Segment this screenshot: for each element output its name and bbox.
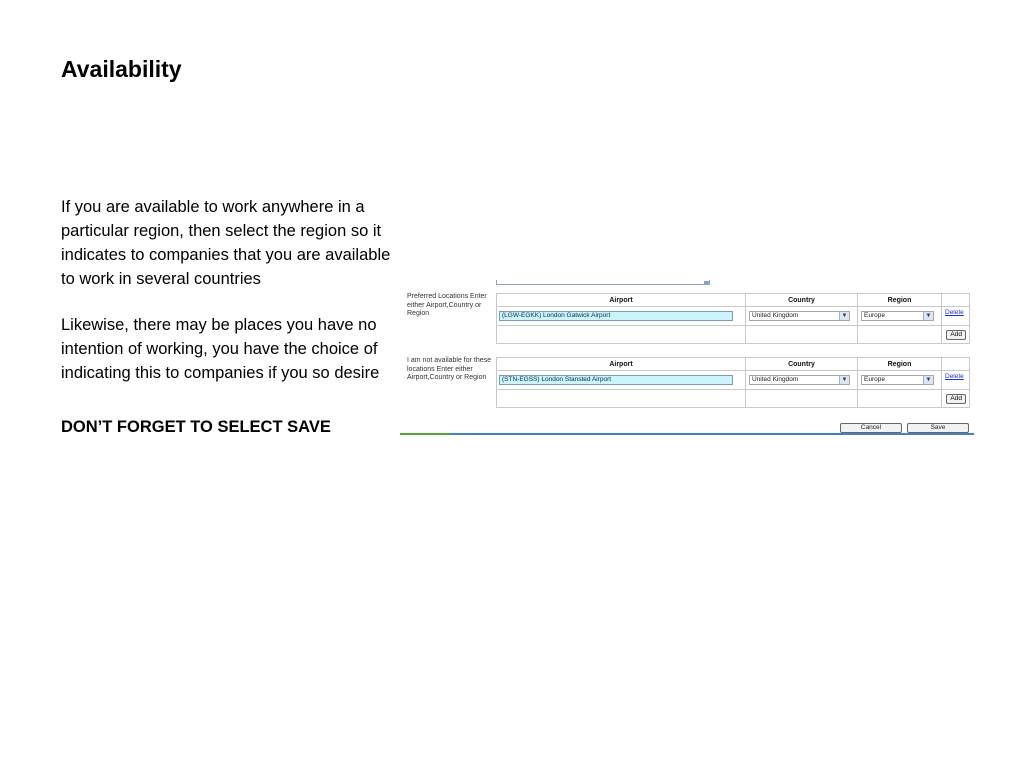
region-cell xyxy=(858,371,942,390)
empty-cell xyxy=(497,326,746,344)
empty-cell xyxy=(746,326,858,344)
instruction-paragraph-region: If you are available to work anywhere in a particular region, then select the region so it indicates to companies that you are available to work in several countries xyxy=(61,198,391,288)
region-cell xyxy=(858,307,942,326)
country-select[interactable] xyxy=(749,375,850,385)
airport-cell xyxy=(497,307,746,326)
column-header-actions xyxy=(942,358,970,371)
instructions xyxy=(61,195,391,461)
delete-cell xyxy=(942,371,970,390)
availability-form-screenshot xyxy=(400,278,975,438)
column-header-actions xyxy=(942,294,970,307)
preferred-locations-table xyxy=(496,293,970,344)
form-bottom-divider xyxy=(400,433,974,435)
delete-cell xyxy=(942,307,970,326)
table-row xyxy=(497,371,970,390)
form-bottom-divider-accent xyxy=(400,433,450,435)
country-cell xyxy=(746,307,858,326)
scrollbar-end-icon xyxy=(704,281,709,284)
country-select-value: United Kingdom xyxy=(752,312,799,319)
horizontal-scrollbar[interactable] xyxy=(496,280,710,285)
country-select[interactable] xyxy=(749,311,850,321)
region-select[interactable] xyxy=(861,375,934,385)
delete-link[interactable]: Delete xyxy=(945,373,964,380)
column-header-region: Region xyxy=(858,294,942,307)
airport-cell xyxy=(497,371,746,390)
add-button[interactable]: Add xyxy=(946,394,966,404)
column-header-airport: Airport xyxy=(497,294,746,307)
page-title: Availability xyxy=(61,56,182,82)
table-header-row xyxy=(497,294,970,307)
table-row xyxy=(497,307,970,326)
chevron-down-icon[interactable]: ▼ xyxy=(923,312,933,320)
delete-link[interactable]: Delete xyxy=(945,309,964,316)
instruction-paragraph-exclusions: Likewise, there may be places you have no intention of working, you have the choice of indicating this to companies if you so desire xyxy=(61,316,380,382)
cancel-button[interactable]: Cancel xyxy=(840,423,902,433)
add-cell xyxy=(942,326,970,344)
region-select[interactable] xyxy=(861,311,934,321)
chevron-down-icon[interactable]: ▼ xyxy=(923,376,933,384)
add-row xyxy=(497,326,970,344)
column-header-country: Country xyxy=(746,294,858,307)
unavailable-locations-table xyxy=(496,357,970,408)
airport-input[interactable]: (LGW-EGKK) London Gatwick Airport xyxy=(499,311,733,321)
unavailable-locations-label: I am not available for these locations Enter either Airport,Country or Region xyxy=(407,357,492,381)
airport-input[interactable]: (STN-EGSS) London Stansted Airport xyxy=(499,375,733,385)
column-header-airport: Airport xyxy=(497,358,746,371)
chevron-down-icon[interactable]: ▼ xyxy=(839,376,849,384)
add-row xyxy=(497,390,970,408)
empty-cell xyxy=(858,390,942,408)
column-header-region: Region xyxy=(858,358,942,371)
preferred-locations-label: Preferred Locations Enter either Airport,Country or Region xyxy=(407,293,487,317)
add-cell xyxy=(942,390,970,408)
region-select-value: Europe xyxy=(864,376,885,383)
empty-cell xyxy=(746,390,858,408)
country-cell xyxy=(746,371,858,390)
table-header-row xyxy=(497,358,970,371)
region-select-value: Europe xyxy=(864,312,885,319)
country-select-value: United Kingdom xyxy=(752,376,799,383)
save-button[interactable]: Save xyxy=(907,423,969,433)
column-header-country: Country xyxy=(746,358,858,371)
empty-cell xyxy=(858,326,942,344)
chevron-down-icon[interactable]: ▼ xyxy=(839,312,849,320)
add-button[interactable]: Add xyxy=(946,330,966,340)
empty-cell xyxy=(497,390,746,408)
save-reminder: DON’T FORGET TO SELECT SAVE xyxy=(61,418,331,436)
